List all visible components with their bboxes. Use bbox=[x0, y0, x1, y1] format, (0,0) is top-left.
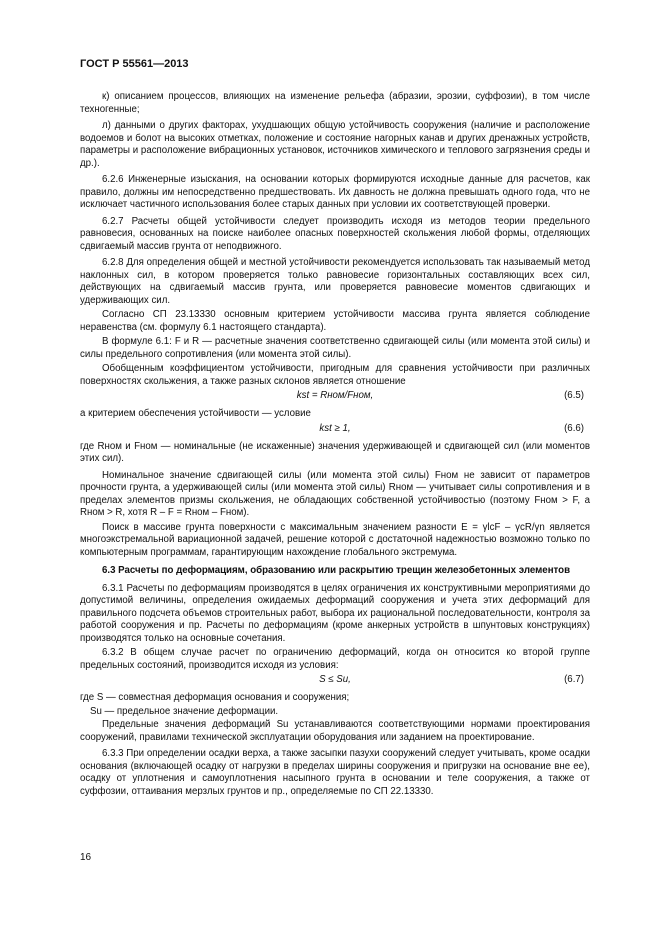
paragraph-6-3-2: 6.3.2 В общем случае расчет по ограничению деформаций, когда он относится ко второй группе предельных состояний, производится исходя из условия: bbox=[80, 647, 590, 671]
equation-formula: S ≤ Su, bbox=[319, 674, 351, 685]
paragraph-6-3-3: 6.3.3 При определении осадки верха, а также засыпки пазухи сооружений следует учитывать, кроме осадки основания (включающей осадку от нагрузки в пределах ширины сооружения и пригрузки на основание вне ее), осадку от уплотнения и самоуплотнения насыпного грунта в основании и теле сооружения, а также от суффозии, оттаивания мерзлых грунтов и пр., определяемые по СП 22.13330. bbox=[80, 748, 590, 797]
page-number: 16 bbox=[80, 852, 92, 863]
equation-number: (6.7) bbox=[564, 674, 584, 685]
equation-number: (6.5) bbox=[564, 390, 584, 401]
section-heading-6-3: 6.3 Расчеты по деформациям, образованию или раскрытию трещин железобетонных элементов bbox=[102, 565, 571, 576]
paragraph-criterion-condition: а критерием обеспечения устойчивости — условие bbox=[80, 408, 311, 419]
paragraph-limit-values: Предельные значения деформаций Su устанавливаются соответствующими нормами проектирования сооружений, правилами технической эксплуатации оборудования или заданием на проектирование. bbox=[80, 719, 590, 743]
equation-6-7 bbox=[80, 674, 590, 689]
paragraph-6-2-6: 6.2.6 Инженерные изыскания, на основании которых формируются исходные данные для расчетов, как правило, должны им непосредственно предшествовать. Их давность не должна превышать одного года, что не исключает частичного использования более старых данных при условии их соответствующей проверки. bbox=[80, 174, 590, 210]
paragraph-6-3-1: 6.3.1 Расчеты по деформациям производятся в целях ограничения их конструктивными мероприятиями до допустимой величины, определения ожидаемых деформаций сооружения и учета этих деформаций для правильного подсчета объемов строительных работ, выбора их рациональной последовательности, контроля за работой сооружения и пр. Расчеты по деформациям (кроме анкерных устройств в шпунтовых конструкциях) производятся только на основные сочетания. bbox=[80, 582, 590, 644]
equation-formula: kst = Rном/Fном, bbox=[296, 390, 374, 401]
paragraph-6-2-7: 6.2.7 Расчеты общей устойчивости следует производить исходя из методов теории предельного равновесия, основанных на поиске наиболее опасных поверхностей скольжения любой формы, отделяющих сдвигаемый массив грунта от неподвижного. bbox=[80, 215, 590, 252]
paragraph-nominal-value: Номинальное значение сдвигающей силы (или момента этой силы) Fном не зависит от параметров прочности грунта, а удерживающей силы (или момента этой силы) Rном — учитывает силы сопротивления и в пределах элементов призмы скольжения, не обладающих собственной устойчивостью (поэтому Fном > F, а Rном > R, хотя R – F = Rном – Fном). bbox=[80, 469, 590, 518]
paragraph-6-2-8: 6.2.8 Для определения общей и местной устойчивости рекомендуется использовать так называемый метод наклонных сил, в котором проверяется только равновесие горизонтальных составляющих всех сил, действующих на сдвигаемый массив грунта, или проверяется равновесие моментов сдвигающих и удерживающих сил. bbox=[80, 257, 590, 306]
document-body bbox=[80, 91, 590, 800]
definition-nominal-forces: где Rном и Fном — номинальные (не искаженные) значения удерживающей и сдвигающей сил (или моментов этих сил). bbox=[80, 440, 590, 464]
paragraph-sp-criterion: Согласно СП 23.13330 основным критерием устойчивости массива грунта является соблюдение неравенства (см. формулу 6.1 настоящего стандарта). bbox=[80, 309, 590, 333]
definition-s: где S — совместная деформация основания и сооружения; bbox=[80, 692, 350, 703]
definition-su: Su — предельное значение деформации. bbox=[90, 705, 279, 717]
paragraph-l: л) данными о других факторах, ухудшающих общую устойчивость сооружения (наличие и расположение водоемов и болот на высоких отметках, положение и состояние нагорных канав и других дренажных устройств, параметры и расположение вибрационных установок, источников химического и теплового загрязнения среды и др.). bbox=[80, 120, 590, 169]
document-header: ГОСТ Р 55561—2013 bbox=[80, 58, 189, 70]
equation-number: (6.6) bbox=[564, 422, 584, 434]
paragraph-generalized-coefficient: Обобщенным коэффициентом устойчивости, пригодным для сравнения устойчивости при различных поверхностях скольжения, а также разных склонов является отношение bbox=[80, 363, 590, 387]
equation-formula: kst ≥ 1, bbox=[319, 422, 351, 434]
paragraph-surface-search: Поиск в массиве грунта поверхности с максимальным значением разности E = γlcF – γcR/γn является многоэкстремальной вариационной задачей, решение которой с достаточной надежностью возможно только по компьютерным программам, гарантирующим нахождение глобального экстремума. bbox=[80, 521, 590, 558]
paragraph-k: к) описанием процессов, влияющих на изменение рельефа (абразии, эрозии, суффозии), в том числе техногенные; bbox=[80, 91, 590, 115]
equation-6-5 bbox=[80, 390, 590, 405]
paragraph-formula-6-1: В формуле 6.1: F и R — расчетные значения соответственно сдвигающей силы (или момента этой силы) и силы предельного сопротивления (или момента этой силы). bbox=[80, 336, 590, 360]
equation-6-6 bbox=[80, 423, 590, 438]
